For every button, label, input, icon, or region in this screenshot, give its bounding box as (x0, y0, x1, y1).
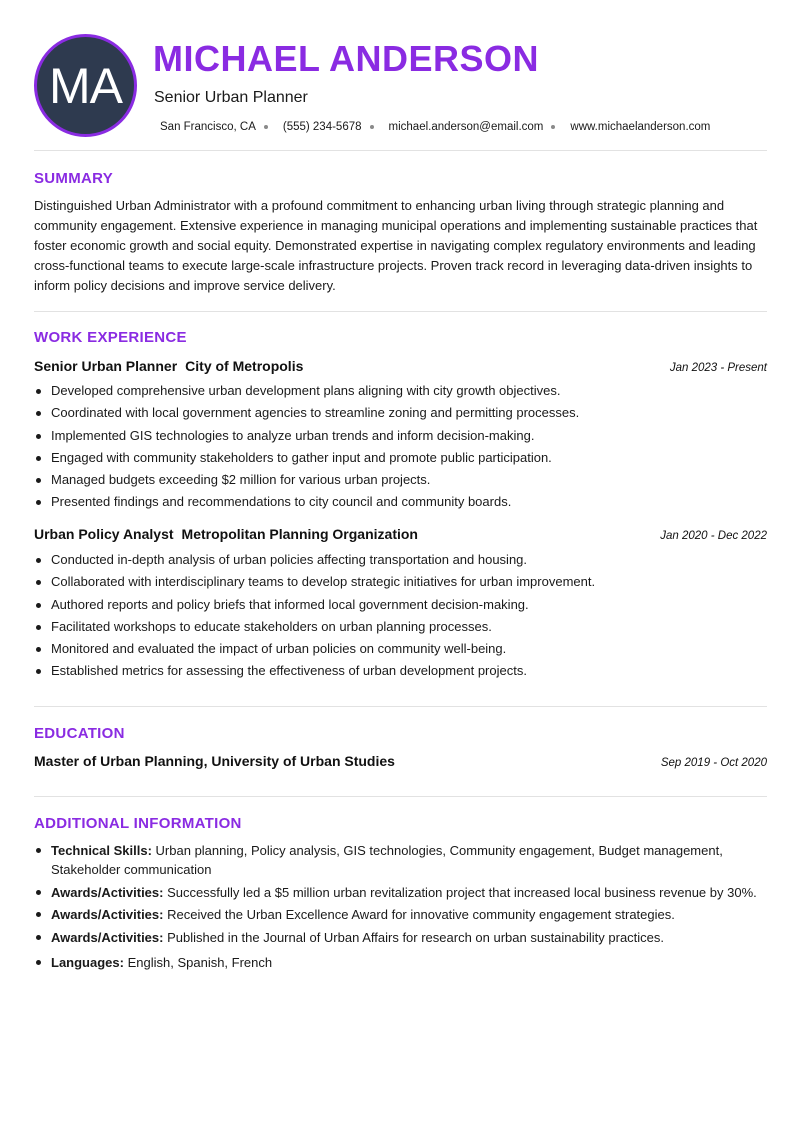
separator-dot-icon (551, 125, 555, 129)
list-item (34, 953, 767, 972)
contact-email[interactable]: michael.anderson@email.com (388, 121, 544, 133)
candidate-name: MICHAEL ANDERSON (153, 38, 540, 79)
job-title-org (34, 358, 303, 374)
job-role: Senior Urban Planner (34, 358, 178, 374)
summary-heading: SUMMARY (34, 170, 114, 187)
contact-location: San Francisco, CA (160, 121, 256, 133)
contact-phone: (555) 234-5678 (282, 121, 362, 133)
avatar-initials: MA (49, 57, 122, 114)
job-dates: Jan 2023 - Present (669, 362, 767, 374)
job-dates: Jan 2020 - Dec 2022 (660, 530, 767, 542)
education-entry (34, 753, 767, 769)
list-item: Authored reports and policy briefs that informed local government decision-making. (34, 594, 767, 616)
list-item: Collaborated with interdisciplinary teams to develop strategic initiatives for urban improvement. (34, 571, 767, 593)
separator-dot-icon (370, 125, 374, 129)
list-item (34, 905, 767, 924)
info-text: Received the Urban Excellence Award for innovative community engagement strategies. (167, 907, 675, 922)
avatar (34, 34, 137, 137)
list-item (34, 928, 767, 947)
job-org: Metropolitan Planning Organization (181, 526, 418, 542)
list-item: Presented findings and recommendations to city council and community boards. (34, 491, 767, 513)
contact-info (160, 121, 710, 133)
job-header (34, 526, 767, 542)
education-degree: Master of Urban Planning, University of Urban Studies (34, 753, 395, 769)
education-dates: Sep 2019 - Oct 2020 (660, 757, 767, 769)
job-header (34, 358, 767, 374)
separator-dot-icon (264, 125, 268, 129)
info-text: Published in the Journal of Urban Affairs for research on urban sustainability practices. (167, 929, 665, 945)
list-item: Managed budgets exceeding $2 million for various urban projects. (34, 469, 767, 491)
section-divider (34, 796, 767, 797)
list-item: Conducted in-depth analysis of urban policies affecting transportation and housing. (34, 549, 767, 571)
work-experience-heading: WORK EXPERIENCE (34, 329, 187, 346)
additional-info-heading: ADDITIONAL INFORMATION (34, 815, 242, 832)
job-bullets (34, 380, 767, 514)
info-label: Awards/Activities: (51, 907, 164, 922)
info-text: Successfully led a $5 million urban revitalization project that increased local business revenue by 30%. (167, 884, 757, 900)
info-text: English, Spanish, French (127, 954, 273, 970)
contact-website[interactable]: www.michaelanderson.com (570, 121, 711, 133)
info-text: Urban planning, Policy analysis, GIS technologies, Community engagement, Budget management, Stakeholder communication (51, 843, 723, 877)
list-item: Coordinated with local government agencies to streamline zoning and permitting processes. (34, 402, 767, 424)
section-divider (34, 706, 767, 707)
list-item: Established metrics for assessing the effectiveness of urban development projects. (34, 660, 767, 682)
candidate-title: Senior Urban Planner (154, 89, 308, 106)
job-bullets (34, 549, 767, 683)
info-label: Languages: (51, 954, 124, 970)
info-label: Awards/Activities: (51, 884, 164, 900)
section-divider (34, 150, 767, 151)
job-title-org (34, 526, 418, 542)
list-item: Engaged with community stakeholders to gather input and promote public participation. (34, 447, 767, 469)
info-label: Technical Skills: (51, 843, 152, 858)
section-divider (34, 311, 767, 312)
summary-text: Distinguished Urban Administrator with a profound commitment to enhancing urban living through strategic planning and community engagement. Extensive experience in managing municipal operations and implementing sustainable practices that foster economic growth and social equity. Demonstrated expertise in navigating complex regulatory environments and leading cross-functional teams to execute large-scale infrastructure projects. Proven track record in leveraging data-driven insights to inform policy decisions and improve service delivery. (34, 198, 758, 293)
list-item: Developed comprehensive urban development plans aligning with city growth objectives. (34, 380, 767, 402)
list-item: Facilitated workshops to educate stakeholders on urban planning processes. (34, 616, 767, 638)
list-item (34, 883, 767, 902)
list-item: Monitored and evaluated the impact of urban policies on community well-being. (34, 638, 767, 660)
job-org: City of Metropolis (185, 358, 304, 374)
list-item: Implemented GIS technologies to analyze urban trends and inform decision-making. (34, 425, 767, 447)
list-item (34, 841, 767, 879)
additional-info-list (34, 841, 767, 975)
education-heading: EDUCATION (34, 725, 125, 742)
job-role: Urban Policy Analyst (34, 526, 174, 542)
info-label: Awards/Activities: (51, 929, 164, 945)
